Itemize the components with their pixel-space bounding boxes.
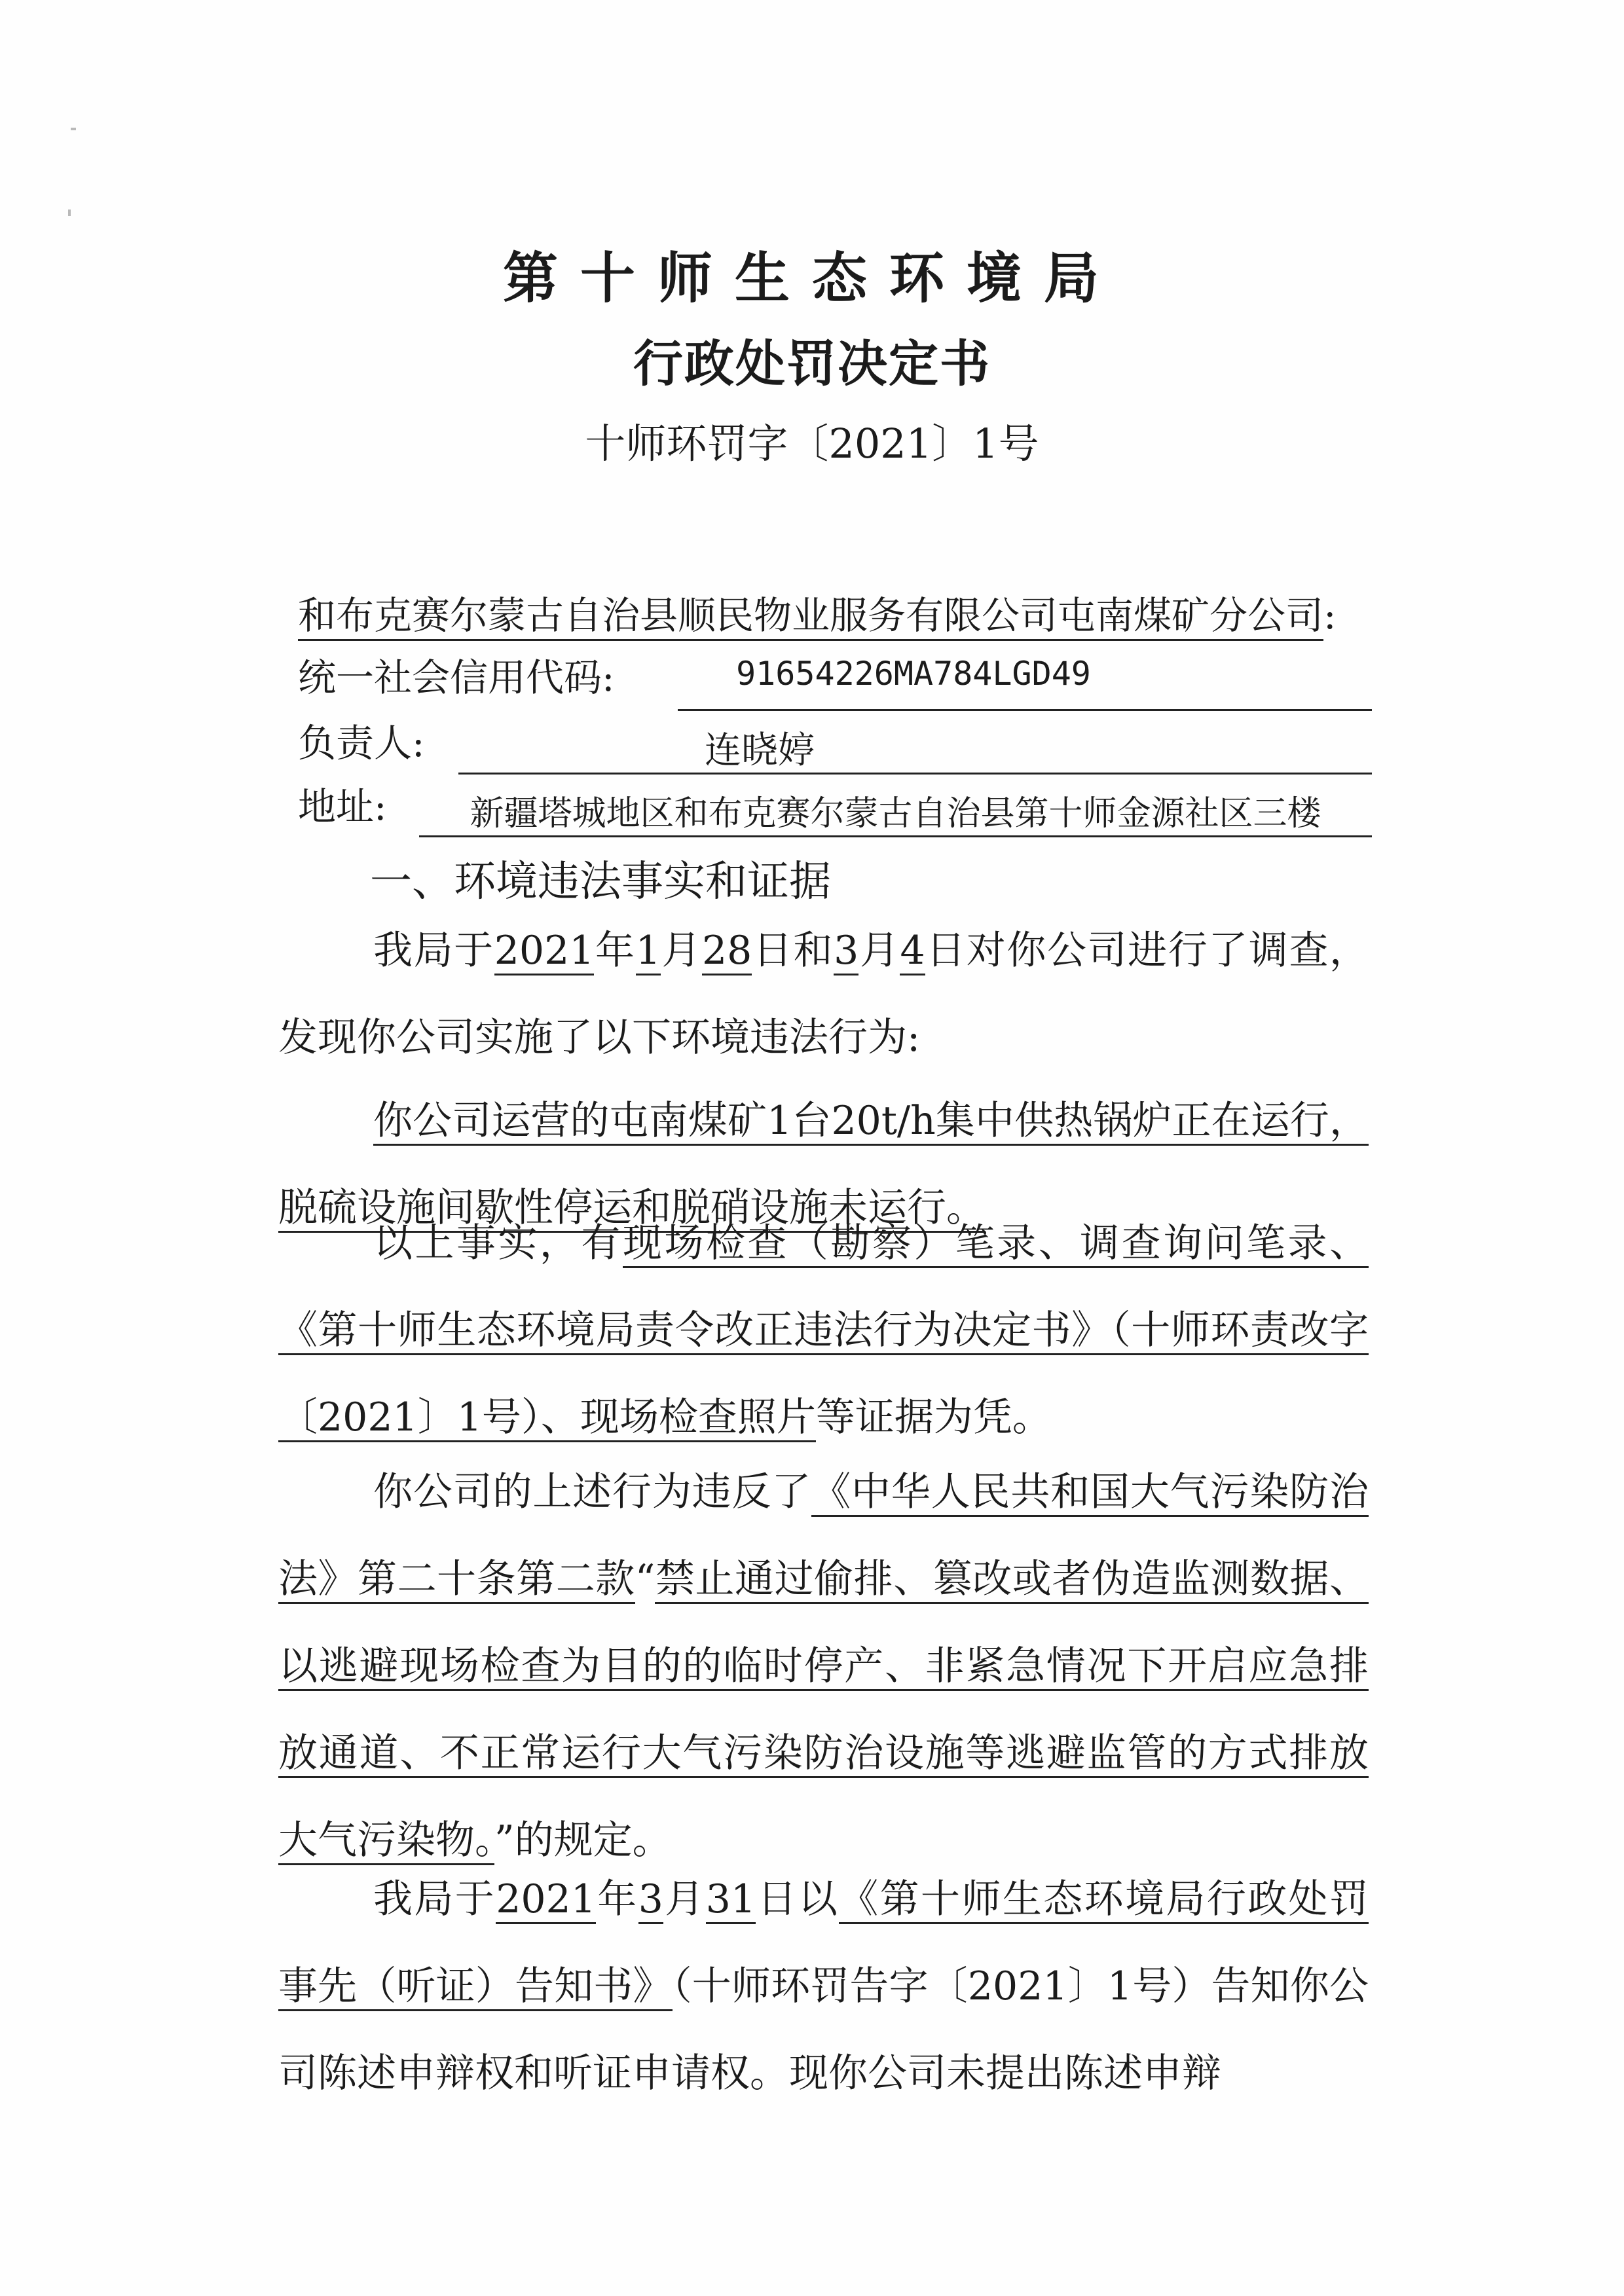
credit-code-rule <box>678 709 1372 711</box>
violation-text: 你公司运营的屯南煤矿1台20t/h集中供热锅炉正在运行，脱硫设施间歇性停运和脱硝设施未运行。 <box>278 1098 1369 1233</box>
responsible-label: 负责人: <box>298 721 425 765</box>
credit-code-label: 统一社会信用代码: <box>298 655 615 700</box>
inspection-day-1: 28 <box>702 928 752 975</box>
company-name: 和布克赛尔蒙古自治县顺民物业服务有限公司屯南煤矿分公司 <box>298 593 1323 641</box>
inspection-year: 2021 <box>494 928 595 975</box>
address-value: 新疆塔城地区和布克赛尔蒙古自治县第十师金源社区三楼 <box>470 794 1321 833</box>
scan-mark-top2 <box>68 210 71 216</box>
scan-mark-top <box>71 128 76 130</box>
responsible-person-value: 连晓婷 <box>705 729 815 772</box>
notice-day: 31 <box>706 1876 756 1924</box>
evidence-paragraph: 以上事实，有现场检查（勘察）笔录、调查询问笔录、《第十师生态环境局责令改正违法行为决定书》（十师环责改字〔2021〕1号）、现场检查照片等证据为凭。 <box>278 1200 1369 1461</box>
notice-document: 《第十师生态环境局行政处罚事先（听证）告知书》 <box>278 1876 1369 2011</box>
document-number: 十师环罚字〔2021〕1号 <box>585 420 1039 467</box>
document-type-title: 行政处罚决定书 <box>633 335 991 393</box>
inspection-month-2: 3 <box>834 928 858 975</box>
law-clause: 《中华人民共和国大气污染防治法》第二十条第二款 <box>278 1469 1369 1604</box>
address-label: 地址: <box>298 784 387 829</box>
notice-paragraph: 我局于2021年3月31日以《第十师生态环境局行政处罚事先（听证）告知书》（十师环罚告字〔2021〕1号）告知你公司陈述申辩权和听证申请权。现你公司未提出陈述申辩 <box>278 1876 1369 2096</box>
company-name-colon: : <box>1323 593 1337 638</box>
section-heading-violation-facts: 一、环境违法事实和证据 <box>370 858 831 906</box>
credit-code-value: 91654226MA784LGD49 <box>736 655 1091 693</box>
inspection-month-1: 1 <box>636 928 661 975</box>
legal-basis-paragraph: 你公司的上述行为违反了《中华人民共和国大气污染防治法》第二十条第二款“禁止通过偷排、篡改或者伪造监测数据、以逃避现场检查为目的的临时停产、非紧急情况下开启应急排放通道、不正常运行大气污染防治设施等逃避监管的方式排放大气污染物。”的规定。 <box>278 1449 1369 1884</box>
notice-month: 3 <box>638 1876 663 1924</box>
inspection-day-2: 4 <box>900 928 925 975</box>
address-rule <box>419 835 1372 837</box>
law-quote: 禁止通过偷排、篡改或者伪造监测数据、以逃避现场检查为目的的临时停产、非紧急情况下开启应急排放通道、不正常运行大气污染防治设施等逃避监管的方式排放大气污染物。 <box>278 1556 1369 1865</box>
notice-year: 2021 <box>496 1876 596 1924</box>
company-name-line <box>298 589 1337 642</box>
evidence-items: 现场检查（勘察）笔录、调查询问笔录、《第十师生态环境局责令改正违法行为决定书》（十师环责改字〔2021〕1号）、现场检查照片 <box>278 1220 1369 1442</box>
agency-title: 第十师生态环境局 <box>502 246 1121 310</box>
investigation-paragraph: 我局于2021年1月28日和3月4日对你公司进行了调查，发现你公司实施了以下环境违法行为: <box>278 928 1369 1061</box>
